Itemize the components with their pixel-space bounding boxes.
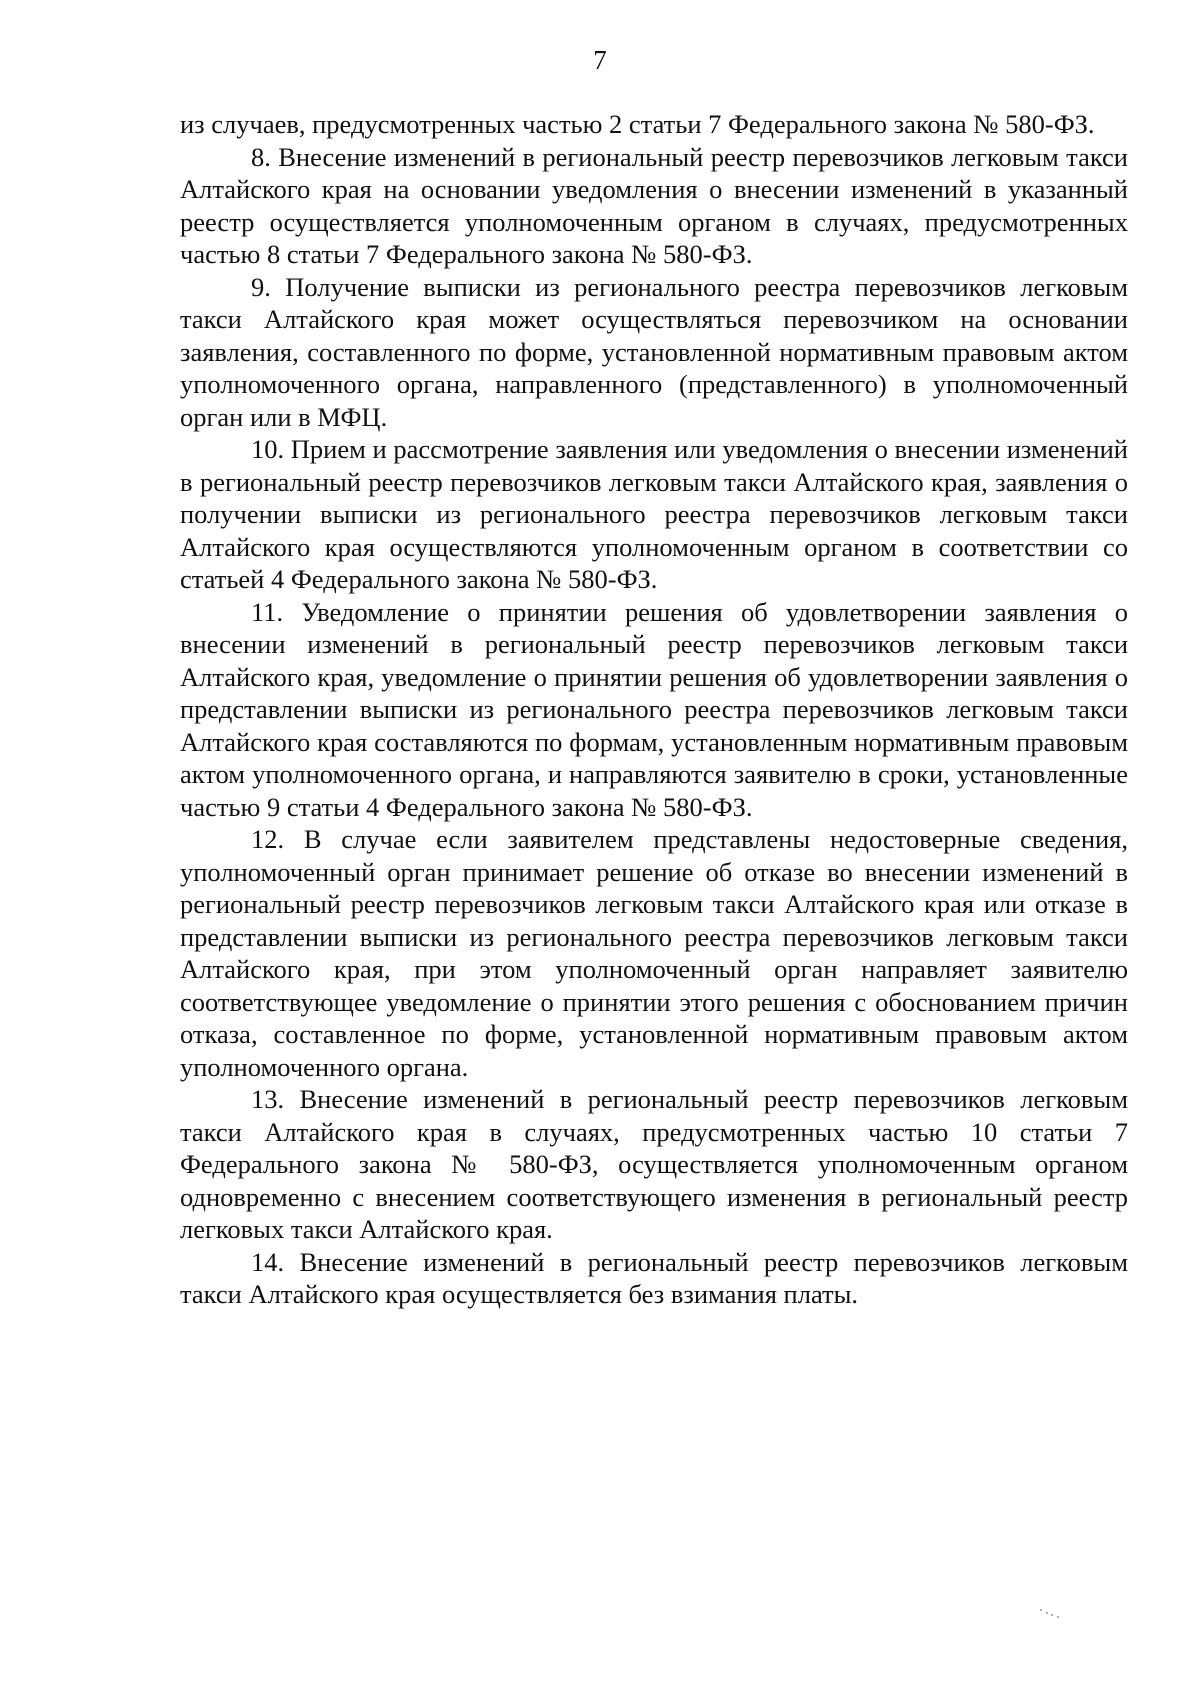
paragraph-8: 8. Внесение изменений в региональный реестр перевозчиков легковым такси Алтайского края на основании уведомления о внесении изменений в указанный реестр осуществляется уполномоченным органом в случаях, предусмотренных частью 8 статьи 7 Федерального закона № 580-ФЗ. — [180, 141, 1128, 269]
paragraph-12: 12. В случае если заявителем представлены недостоверные сведения, уполномоченный орган принимает решение об отказе во внесении изменений в региональный реестр перевозчиков легковым такси Алтайского края или отказе в представлении выписки из регионального реестра перевозчиков легковым такси Алтайского края, при этом уполномоченный орган направляет заявителю соответствующее уведомление о принятии этого решения с обоснованием причин отказа, составленное по форме, установленной нормативным правовым актом уполномоченного органа. — [180, 824, 1128, 1082]
document-body — [180, 108, 1128, 1311]
paragraph-9: 9. Получение выписки из регионального реестра перевозчиков легковым такси Алтайского края может осуществляться перевозчиком на основании заявления, составленного по форме, установленной нормативным правовым актом уполномоченного органа, направленного (представленного) в уполномоченный орган или в МФЦ. — [180, 271, 1128, 432]
paragraph-10: 10. Прием и рассмотрение заявления или уведомления о внесении изменений в региональный реестр перевозчиков легковым такси Алтайского края, заявления о получении выписки из регионального реестра перевозчиков легковым такси Алтайского края осуществляются уполномоченным органом в соответствии со статьей 4 Федерального закона № 580-ФЗ. — [180, 434, 1128, 594]
paragraph-13: 13. Внесение изменений в региональный реестр перевозчиков легковым такси Алтайского края в случаях, предусмотренных частью 10 статьи 7 Федерального закона № 580-ФЗ, осуществляется уполномоченным органом одновременно с внесением соответствующего изменения в региональный реестр легковых такси Алтайского края. — [180, 1084, 1128, 1244]
paragraph-continuation: из случаев, предусмотренных частью 2 статьи 7 Федерального закона № 580-ФЗ. — [180, 109, 1095, 139]
paragraph-14: 14. Внесение изменений в региональный реестр перевозчиков легковым такси Алтайского края осуществляется без взимания платы. — [180, 1246, 1128, 1309]
paragraph-11: 11. Уведомление о принятии решения об удовлетворении заявления о внесении изменений в региональный реестр перевозчиков легковым такси Алтайского края, уведомление о принятии решения об удовлетворении заявления о представлении выписки из регионального реестра перевозчиков легковым такси Алтайского края составляются по формам, установленным нормативным правовым актом уполномоченного органа, и направляются заявителю в сроки, установленные частью 9 статьи 4 Федерального закона № 580-ФЗ. — [180, 596, 1128, 822]
page-number: 7 — [593, 45, 607, 75]
scan-speck-mark — [1040, 1607, 1062, 1619]
